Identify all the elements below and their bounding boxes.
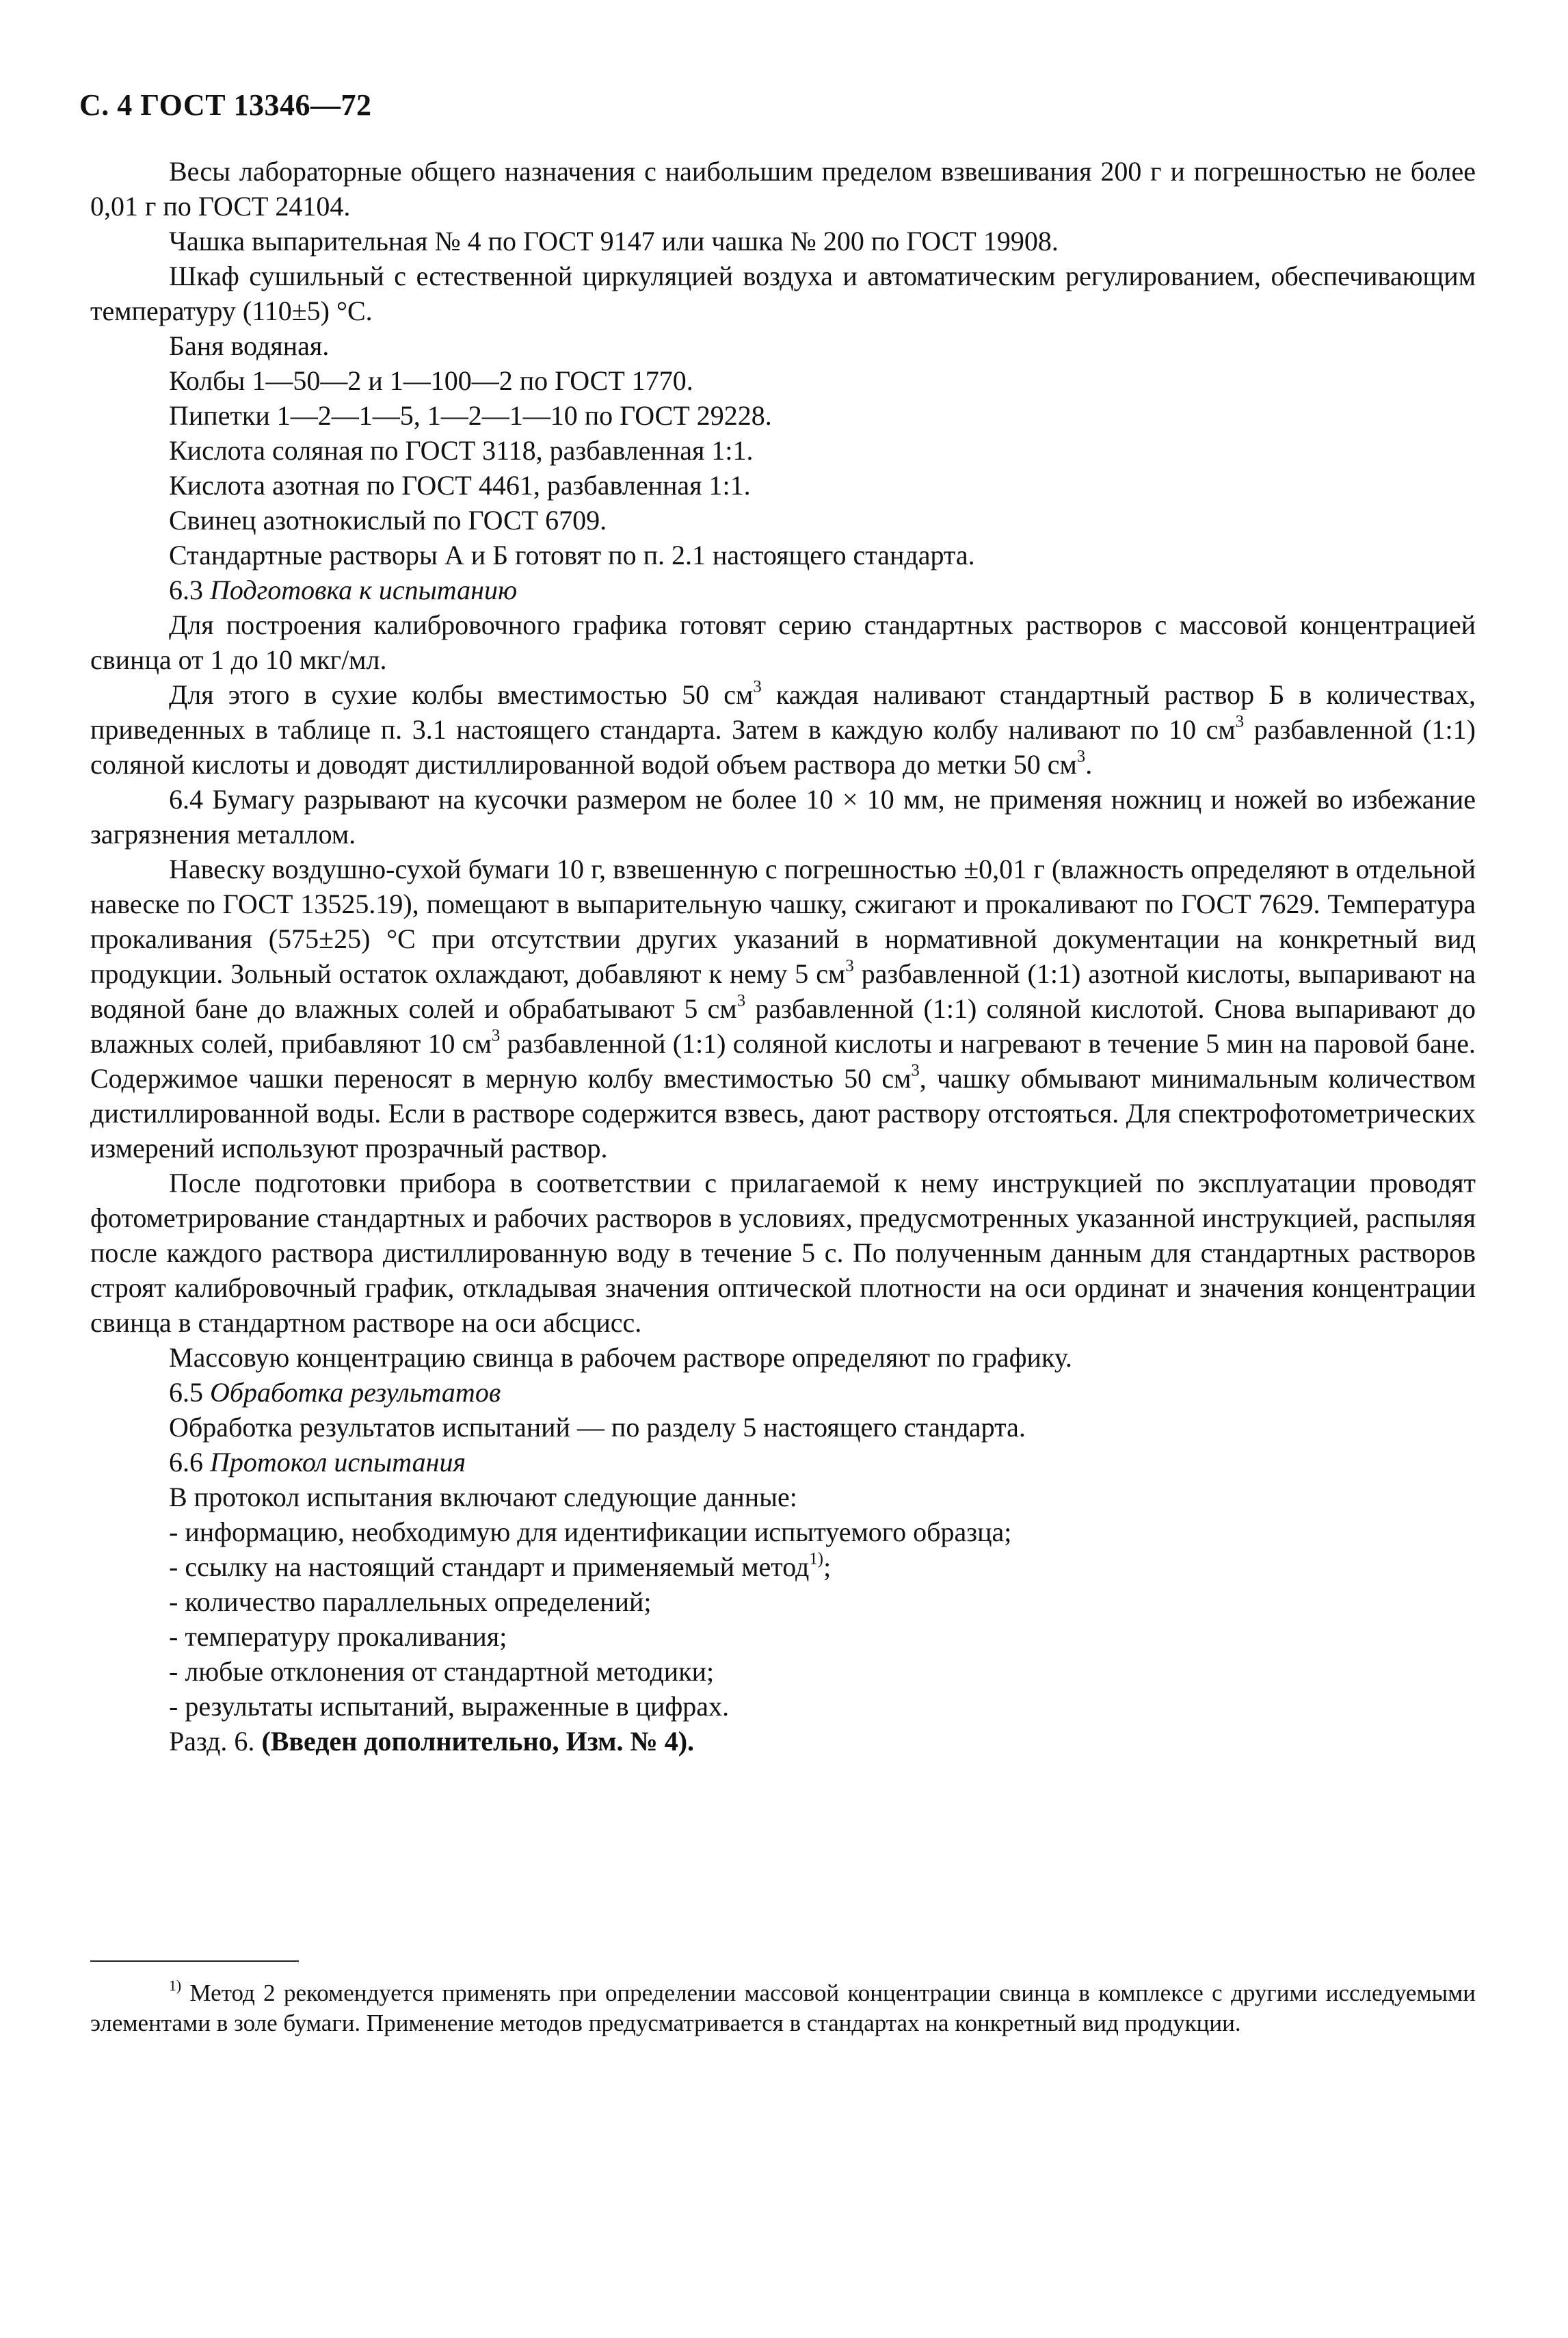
reagent-nitric-acid: Кислота азотная по ГОСТ 4461, разбавленная 1:1. bbox=[169, 470, 751, 501]
section-6-4-paragraph-3: После подготовки прибора в соответствии с прилагаемой к нему инструкцией по эксплуатации проводят фотометрирование стандартных и рабочих растворов в условиях, предусмотренных указанной инструкцией, распыляя после каждого раствора дистиллированную воду в течение 5 с. По полученным данным для стандартных растворов строят калибровочный график, откладывая значения оптической плотности на оси ординат и значения концентрации свинца в стандартном растворе на оси абсцисс. bbox=[90, 1168, 1476, 1338]
section-number: 6.6 bbox=[169, 1447, 203, 1477]
equipment-water-bath: Баня водяная. bbox=[169, 330, 330, 361]
footnote bbox=[90, 1978, 1476, 2038]
section-6-3-paragraph-1: Для построения калибровочного графика готовят серию стандартных растворов с массовой концентрацией свинца от 1 до 10 мкг/мл. bbox=[90, 609, 1476, 675]
section-title: Протокол испытания bbox=[210, 1447, 466, 1477]
equipment-flasks: Колбы 1—50—2 и 1—100—2 по ГОСТ 1770. bbox=[169, 365, 693, 396]
protocol-item: - информацию, необходимую для идентификации испытуемого образца; bbox=[169, 1516, 1012, 1547]
document-body bbox=[90, 154, 1476, 1759]
superscript: 3 bbox=[753, 677, 762, 696]
section-6-5-paragraph: Обработка результатов испытаний — по разделу 5 настоящего стандарта. bbox=[169, 1412, 1026, 1443]
superscript: 3 bbox=[491, 1026, 501, 1045]
text-run: разбавленной (1:1) соляной кислоты и доводят дистиллированной водой объем раствора до метки 50 см bbox=[90, 714, 1476, 780]
footnote-reference: 1) bbox=[809, 1549, 824, 1568]
text-run: разбавленной (1:1) соляной кислоты и нагревают в течение 5 мин на паровой бане. Содержимое чашки переносят в мерную колбу вместимостью 50 см bbox=[90, 1028, 1476, 1094]
text-run: разбавленной (1:1) азотной кислоты, выпаривают на водяной бане до влажных солей и обрабатывают 5 см bbox=[90, 958, 1476, 1024]
footnote-marker: 1) bbox=[169, 1977, 182, 1994]
equipment-evaporating-dish: Чашка выпарительная № 4 по ГОСТ 9147 или чашка № 200 по ГОСТ 19908. bbox=[169, 226, 1059, 257]
text-run: , чашку обмывают минимальным количеством дистиллированной воды. Если в растворе содержится взвесь, дают раствору отстояться. Для спектрофотометрических измерений используют прозрачный раствор. bbox=[90, 1063, 1476, 1164]
section-number: 6.3 bbox=[169, 575, 203, 605]
protocol-item bbox=[90, 1549, 1476, 1584]
protocol-item: - результаты испытаний, выраженные в цифрах. bbox=[169, 1691, 730, 1722]
section-6-4-paragraph-4: Массовую концентрацию свинца в рабочем растворе определяют по графику. bbox=[169, 1342, 1072, 1373]
section-6-3-heading bbox=[90, 573, 1476, 607]
footnote-divider bbox=[90, 1960, 299, 1962]
superscript: 3 bbox=[736, 991, 746, 1010]
protocol-item: - количество параллельных определений; bbox=[169, 1586, 652, 1617]
text-run: каждая наливают стандартный раствор Б в количествах, приведенных в таблице п. 3.1 настоящего стандарта. Затем в каждую колбу наливают по 10 см bbox=[90, 679, 1476, 745]
text-run: разбавленной (1:1) соляной кислотой. Снова выпаривают до влажных солей, прибавляют 10 см bbox=[90, 993, 1476, 1059]
reagent-standard-solutions: Стандартные растворы А и Б готовят по п. 2.1 настоящего стандарта. bbox=[169, 540, 975, 570]
superscript: 3 bbox=[911, 1061, 920, 1080]
section-title: Обработка результатов bbox=[210, 1377, 501, 1408]
equipment-drying-oven: Шкаф сушильный с естественной циркуляцией воздуха и автоматическим регулированием, обеспечивающим температуру (110±5) °С. bbox=[90, 261, 1476, 326]
footnote-text: Метод 2 рекомендуется применять при определении массовой концентрации свинца в комплексе с другими исследуемыми элементами в золе бумаги. Применение методов предусматривается в стандартах на конкретный вид продукции. bbox=[90, 1980, 1476, 2036]
reagent-hydrochloric-acid: Кислота соляная по ГОСТ 3118, разбавленная 1:1. bbox=[169, 435, 754, 466]
text-run: ; bbox=[823, 1551, 832, 1582]
protocol-intro: В протокол испытания включают следующие данные: bbox=[169, 1482, 797, 1512]
text-run: Разд. 6. bbox=[169, 1726, 262, 1757]
amendment-note bbox=[90, 1724, 1476, 1759]
equipment-scales: Весы лабораторные общего назначения с наибольшим пределом взвешивания 200 г и погрешностью не более 0,01 г по ГОСТ 24104. bbox=[90, 156, 1476, 222]
text-run: Для этого в сухие колбы вместимостью 50 см bbox=[169, 679, 754, 710]
section-6-4-paragraph-1: 6.4 Бумагу разрывают на кусочки размером не более 10 × 10 мм, не применяя ножниц и ножей во избежание загрязнения металлом. bbox=[90, 784, 1476, 850]
reagent-lead-nitrate: Свинец азотнокислый по ГОСТ 6709. bbox=[169, 505, 607, 536]
equipment-pipettes: Пипетки 1—2—1—5, 1—2—1—10 по ГОСТ 29228. bbox=[169, 400, 772, 431]
protocol-item: - любые отклонения от стандартной методики; bbox=[169, 1656, 715, 1687]
text-run: (Введен дополнительно, Изм. № 4). bbox=[261, 1726, 695, 1757]
superscript: 3 bbox=[1235, 712, 1245, 731]
text-run: . bbox=[1085, 749, 1093, 780]
section-number: 6.5 bbox=[169, 1377, 203, 1408]
section-6-3-paragraph-2 bbox=[90, 677, 1476, 782]
text-run: Навеску воздушно-сухой бумаги 10 г, взвешенную с погрешностью ±0,01 г (влажность определяют в отдельной навеске по ГОСТ 13525.19), помещают в выпарительную чашку, сжигают и прокаливают по ГОСТ 7629. Температура прокаливания (575±25) °С при отсутствии других указаний в нормативной документации на конкретный вид продукции. Зольный остаток охлаждают, добавляют к нему 5 см bbox=[90, 854, 1476, 989]
section-6-4-paragraph-2 bbox=[90, 852, 1476, 1166]
protocol-item: - температуру прокаливания; bbox=[169, 1621, 507, 1652]
superscript: 3 bbox=[845, 956, 854, 975]
section-6-5-heading bbox=[90, 1375, 1476, 1410]
text-run: - ссылку на настоящий стандарт и применяемый метод bbox=[169, 1551, 810, 1582]
page-header: С. 4 ГОСТ 13346—72 bbox=[79, 88, 372, 122]
section-title: Подготовка к испытанию bbox=[210, 575, 518, 605]
superscript: 3 bbox=[1076, 747, 1086, 766]
section-6-6-heading bbox=[90, 1445, 1476, 1480]
